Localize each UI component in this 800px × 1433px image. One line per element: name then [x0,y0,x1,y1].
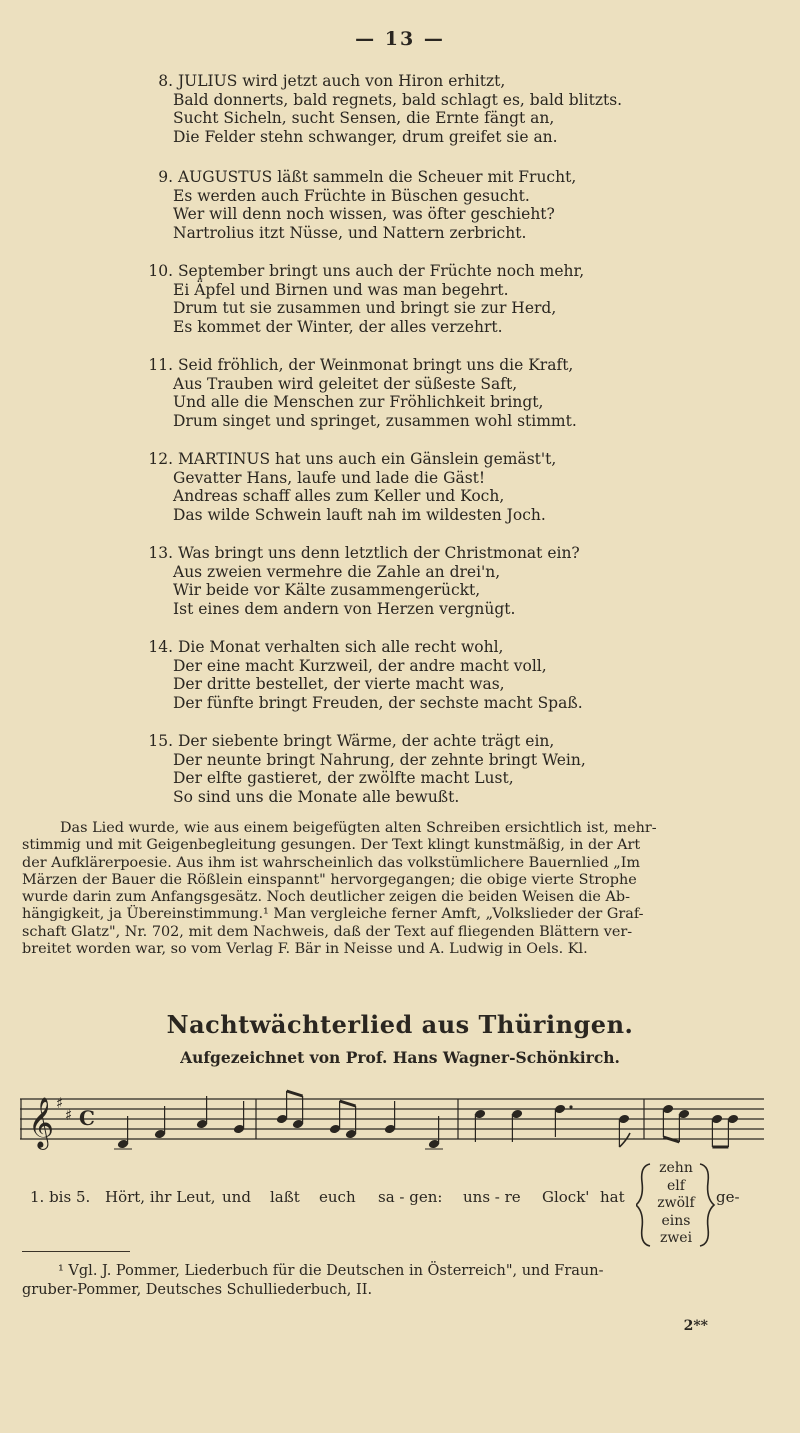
stanza-line-text: JULIUS wird jetzt auch von Hiron erhitzt, [177,72,506,90]
stanza-line-text: Bald donnerts, bald regnets, bald schlagt es, bald blitzts. [173,90,623,109]
lyric-syllable: Hört, ihr Leut, [105,1188,216,1206]
svg-text:♯: ♯ [65,1106,73,1124]
lyric-syllable: sa - gen: [378,1188,443,1206]
svg-text:♯: ♯ [56,1094,64,1112]
stanza-line-text: Seid fröhlich, der Weinmonat bringt uns die Kraft, [177,356,574,374]
lyric-syllable: ge- [716,1188,740,1206]
stanza-line-text: MARTINUS hat uns auch ein Gänslein gemäst't, [177,450,557,468]
stanza-line [142,788,682,807]
footnote-line: gruber-Pommer, Deutsches Schulliederbuch, II. [22,1282,373,1298]
stanza-line [142,281,682,300]
stanza-line-text: September bringt uns auch der Früchte noch mehr, [177,262,585,280]
stanza-line [142,544,682,563]
signature-mark: 2** [683,1318,708,1334]
stanza-line [142,412,682,431]
stanza-line-text: Andreas schaff alles zum Keller und Koch, [173,487,505,506]
stanza-line [142,224,682,243]
stanza-line-text: Drum singet und springet, zusammen wohl stimmt. [173,411,577,430]
stanza-line [142,91,682,110]
common-time-icon: C [79,1106,95,1130]
lyric-syllable: uns - re [463,1188,521,1206]
stanza-number: 8. [158,72,173,90]
stanza-line-text: Der siebente bringt Wärme, der achte trägt ein, [177,732,555,750]
stanza-line-text: Es werden auch Früchte in Büschen gesucht. [173,186,530,205]
verse-number-choice: zehn [659,1160,693,1176]
stanza-line-text: Nartrolius itzt Nüsse, und Nattern zerbricht. [173,223,527,242]
editorial-note [22,820,770,958]
melody-notes [114,1091,739,1149]
footnote-line: ¹ Vgl. J. Pommer, Liederbuch für die Deutschen in Österreich", und Fraun- [58,1263,604,1279]
stanza-line [142,581,682,600]
page-number: — 13 — [355,28,445,50]
stanza-line-text: Und alle die Menschen zur Fröhlichkeit bringt, [173,393,544,412]
lyric-syllable: euch [319,1188,356,1206]
stanza-line-text: Die Monat verhalten sich alle recht wohl, [177,638,504,656]
stanza-line [142,600,682,619]
stanza-number: 12. [148,450,173,468]
treble-clef-icon [28,1097,54,1150]
note-line: der Aufklärerpoesie. Aus ihm ist wahrscheinlich das volkstümlichere Bauernlied „Im [22,854,641,871]
stanza [142,450,682,524]
stanza-line [142,769,682,788]
stanza-number: 9. [158,168,173,186]
note-line: hängigkeit, ja Übereinstimmung.¹ Man vergleiche ferner Amft, „Volkslieder der Graf- [22,906,644,923]
stanza-line [142,657,682,676]
stanza-line [142,299,682,318]
stanza-line [142,72,682,91]
stanza-line [142,469,682,488]
stanza-line [142,356,682,375]
stanza [142,732,682,806]
stanza-line-text: Aus zweien vermehre die Zahle an drei'n, [173,562,501,581]
footnote [22,1262,770,1300]
stanza-line [142,506,682,525]
note-line: breitet worden war, so vom Verlag F. Bär in Neisse und A. Ludwig in Oels. Kl. [22,941,588,958]
stanza-line-text: So sind uns die Monate alle bewußt. [173,787,460,806]
stanza-line-text: Der elfte gastieret, der zwölfte macht Lust, [173,769,514,788]
stanza-line [142,318,682,337]
note-line: stimmig und mit Geigenbegleitung gesungen. Der Text klingt kunstmäßig, in der Art [22,837,641,854]
lyric-syllable: laßt [270,1188,300,1206]
verse-number-choice: eins [661,1212,691,1229]
stanza-number: 15. [148,732,173,750]
stanza-line-text: Aus Trauben wird geleitet der süßeste Saft, [173,374,518,393]
lyric-syllable: hat [600,1188,625,1206]
stanza-line [142,732,682,751]
stanza-line-text: Ei Äpfel und Birnen und was man begehrt. [173,280,509,299]
stanza-line [142,393,682,412]
verse-number-choice: zwei [659,1230,693,1246]
note-line: wurde darin zum Anfangsgesätz. Noch deutlicher zeigen die beiden Weisen die Ab- [22,889,630,906]
lyric-syllable: Glock' [542,1188,590,1206]
stanza-line [142,638,682,657]
stanza-line-text: AUGUSTUS läßt sammeln die Scheuer mit Frucht, [177,168,577,186]
note-line: schaft Glatz", Nr. 702, mit dem Nachweis, daß der Text auf fliegenden Blättern ver- [22,923,633,940]
note-beam [287,1091,303,1096]
stanza-line-text: Die Felder stehn schwanger, drum greifet sie an. [173,127,558,146]
svg-text:𝄞: 𝄞 [28,1097,55,1148]
stanza [142,168,682,242]
stanza-line [142,751,682,770]
stanza-line-text: Was bringt uns denn letztlich der Christmonat ein? [177,544,580,562]
lyric-syllable: und [222,1188,251,1206]
verse-number-choice: zwölf [657,1195,695,1211]
stanza-line-text: Gevatter Hans, laufe und lade die Gäst! [173,468,486,487]
stanza-line-text: Der eine macht Kurzweil, der andre macht voll, [173,656,547,675]
stanza-line [142,109,682,128]
stanza-line-text: Der neunte bringt Nahrung, der zehnte bringt Wein, [173,750,586,769]
stanza [142,638,682,712]
stanza-line [142,694,682,713]
stanza-line-text: Wir beide vor Kälte zusammengerückt, [173,581,481,600]
stanza-line-text: Wer will denn noch wissen, was öfter geschieht? [173,205,555,224]
stanza-line-text: Das wilde Schwein lauft nah im wildesten Joch. [173,505,546,524]
stanza-line-text: Der fünfte bringt Freuden, der sechste macht Spaß. [173,693,583,712]
stanza-line [142,563,682,582]
verse-number-choice: elf [667,1177,685,1194]
stanza-number: 14. [148,638,173,656]
stanza-number: 13. [148,544,173,562]
stanza-line [142,168,682,187]
stanza-line [142,262,682,281]
stanza [142,544,682,618]
stanza-line [142,675,682,694]
stanza-line [142,128,682,147]
stanza-line [142,450,682,469]
stanza-line [142,187,682,206]
lyric-syllable: 1. bis 5. [30,1188,91,1206]
stanza [142,72,682,146]
note-line: Das Lied wurde, wie aus einem beigefügten alten Schreiben ersichtlich ist, mehr- [60,820,657,836]
stanza-line-text: Sucht Sicheln, sucht Sensen, die Ernte fängt an, [173,109,555,128]
music-staff [20,1085,768,1163]
note-flag [619,1133,630,1147]
song-title: Nachtwächterlied aus Thüringen. [166,1010,634,1039]
stanza-line-text: Es kommet der Winter, der alles verzehrt. [173,317,503,336]
stanza-line-text: Ist eines dem andern von Herzen vergnügt. [173,599,516,618]
stanza-line [142,375,682,394]
stanza-line-text: Der dritte bestellet, der vierte macht was, [173,675,505,694]
stanza-number: 10. [148,262,173,280]
stanza [142,262,682,336]
stanza [142,356,682,430]
footnote-separator [22,1251,130,1252]
stanza-line-text: Drum tut sie zusammen und bringt sie zur Herd, [173,299,557,318]
stanza-line [142,205,682,224]
note-line: Märzen der Bauer die Rößlein einspannt" hervorgegangen; die obige vierte Strophe [22,871,637,888]
augmentation-dot [569,1105,572,1108]
stanza-line [142,487,682,506]
note-beam [340,1101,356,1106]
song-attribution: Aufgezeichnet von Prof. Hans Wagner-Schönkirch. [180,1048,620,1067]
stanza-number: 11. [148,356,173,374]
